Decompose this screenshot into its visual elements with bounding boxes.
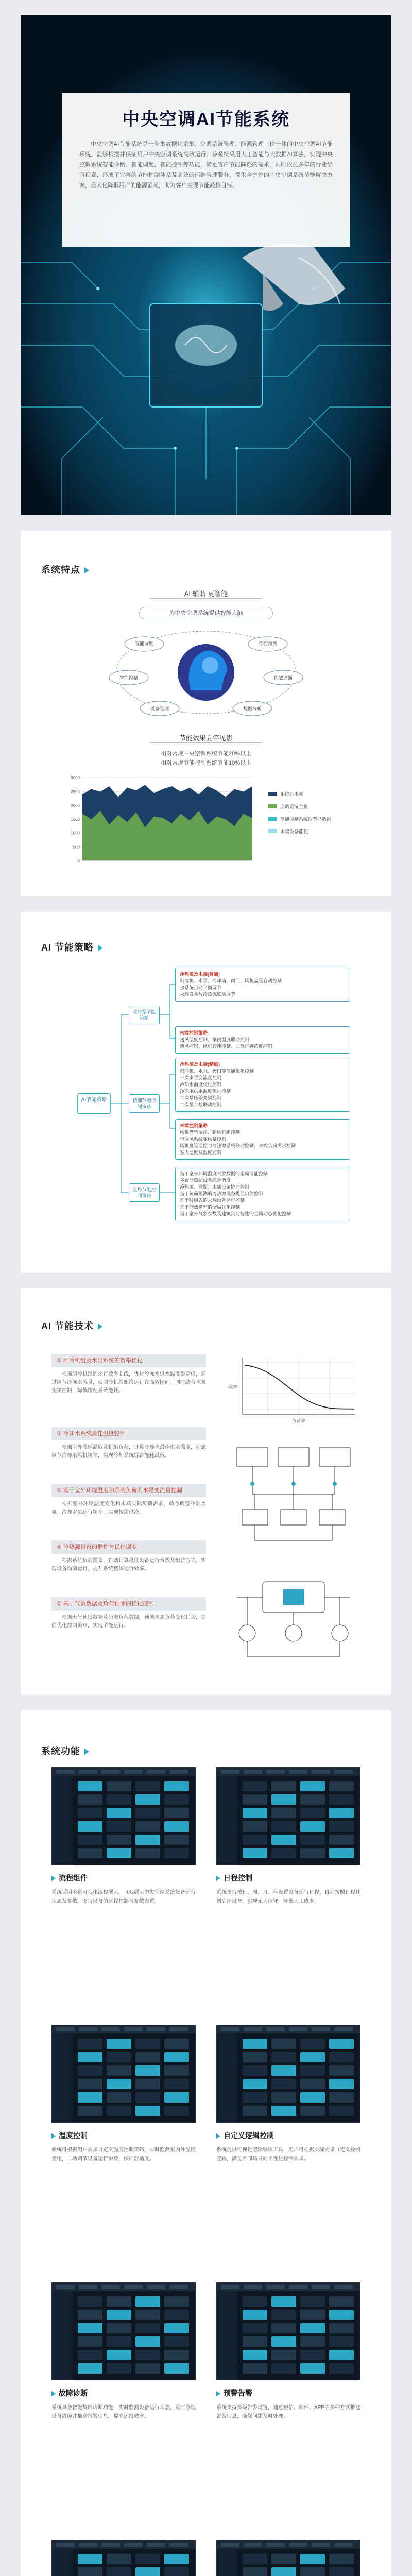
divider <box>149 598 263 599</box>
tech-heading: ⑤ 基于气象数据及负荷预测的优化控制 <box>52 1597 206 1611</box>
ring-label: 能效诊断 <box>273 675 293 681</box>
ring-label: 设备管理 <box>150 706 169 711</box>
ring-label: 数据分析 <box>243 706 262 711</box>
tech-text: 根据制冷机组的运行效率曲线，优化冷冻水供水温度设定值，通过调节冷冻水流量，使制冷机组始终运行在高效区间；同时结合水泵变频控制，降低输配系统能耗。 <box>52 1371 206 1394</box>
function-screenshot <box>52 1767 196 1865</box>
effect-heading: 节能效果立竿见影 <box>179 734 233 742</box>
branch-label: 全局节能控制策略 <box>129 1183 160 1202</box>
page-title: 中央空调AI节能系统 <box>122 110 290 129</box>
system-schematic <box>227 1432 360 1551</box>
ring-label: 智能调度 <box>134 641 153 646</box>
tech-heading: ④ 冷热源设备的群控与优化调度 <box>52 1540 206 1554</box>
functions-section <box>21 1710 391 2576</box>
y-tick-label: 1500 <box>71 817 80 822</box>
features-title: 系统特点 <box>41 563 89 576</box>
function-screenshot <box>216 2282 360 2380</box>
efficiency-curve <box>227 1352 360 1425</box>
triangle-icon <box>98 1324 102 1330</box>
function-label: 自定义逻辑控制 <box>216 2130 274 2141</box>
triangle-icon <box>52 2133 56 2139</box>
branch-label: 精细节能控制策略 <box>129 1094 160 1113</box>
function-screenshot <box>52 2540 196 2576</box>
function-screenshot <box>52 2025 196 2123</box>
triangle-icon <box>84 567 89 573</box>
triangle-icon <box>52 2391 56 2396</box>
function-label: 日程控制 <box>216 1873 252 1883</box>
strategy-block: 冷热源及末端(精细) 制冷机、水泵、阀门等节能优化控制 一次水泵变流量控制 冷却水温度优化控制 冷冻水供水温度优化控制 二次泵压差变频控制 二次泵台数联动控制 <box>175 1058 350 1112</box>
strategy-block: 末端控制策略 送风温度控制、室内温度联动控制 新风控制、风机转速控制、二氧化碳浓度控制 <box>175 1026 350 1054</box>
tech-text: 根据天气预报数据及历史负荷数据，预测未来负荷变化趋势，提前优化控制策略，实现节能运行。 <box>52 1615 206 1629</box>
ai-brain-diagram <box>108 623 304 721</box>
function-label: 温度控制 <box>52 2130 88 2141</box>
triangle-icon <box>216 2391 220 2396</box>
circuit-background <box>21 15 391 515</box>
ring-label: 智能控制 <box>119 675 138 681</box>
triangle-icon <box>84 1749 89 1755</box>
mindmap-root: AI节能策略 <box>77 1093 111 1114</box>
legend-entry: 系统总电耗 <box>268 788 366 801</box>
function-description: 系统提供可视化逻辑编辑工具，用户可根据实际需求自定义控制逻辑，满足不同场景的个性化控制需求。 <box>216 2147 360 2162</box>
y-tick-label: 1000 <box>71 831 80 836</box>
tech-heading: ① 制冷机组及水泵系统的效率优化 <box>52 1354 206 1367</box>
tech-text: 根据系统负荷需求，自动计算最佳设备运行台数及组合方式，实现设备均衡运行，提升系统整体运行效率。 <box>52 1558 206 1572</box>
curve-x-label: 负荷率 <box>291 1418 306 1423</box>
function-label: 预警告警 <box>216 2388 252 2398</box>
triangle-icon <box>216 1876 220 1881</box>
strategy-block: 末端控制策略 风机盘管温控、新风机组控制 空调风系统变风量控制 风机盘管温控与冷热源系统联动控制、末端负荷需求控制 室内温度及湿度控制 <box>175 1119 350 1160</box>
effect-line: 相对常规节能控制系统节能10%以上 <box>160 760 251 766</box>
ai-caption: 为中央空调系统提供智能大脑 <box>139 607 273 619</box>
curve-y-label: 效率 <box>228 1384 238 1389</box>
branch-label: 暖冷型节能策略 <box>129 1006 160 1024</box>
effect-line: 相对常规中央空调系统节能20%以上 <box>160 751 251 757</box>
hero-section <box>21 15 391 515</box>
tech-text: 根据室外环境温度变化和末端实际负荷需求，动态调整冷冻水泵、冷却水泵运行频率，实现按需供冷。 <box>52 1501 206 1515</box>
pump-schematic <box>227 1561 360 1664</box>
function-screenshot <box>216 2025 360 2123</box>
tech-heading: ② 冷却水系统最佳温度控制 <box>52 1427 206 1440</box>
effect-lines <box>134 749 278 768</box>
technology-section <box>21 1288 391 1695</box>
ai-heading: AI 辅助 更智能 <box>184 590 228 598</box>
strategy-title: AI 节能策略 <box>41 940 102 954</box>
function-description: 系统可根据用户需求自定义温度控制策略，实时监测室内外温度变化，自动调节设备运行参数，保证舒适度。 <box>52 2147 196 2162</box>
triangle-icon <box>52 1876 56 1881</box>
y-tick-label: 0 <box>77 858 80 863</box>
functions-title: 系统功能 <box>41 1744 89 1757</box>
function-description: 系统具备智能故障诊断功能，实时监测设备运行状态，及时发现设备故障并推送报警信息，提高运维效率。 <box>52 2405 196 2419</box>
legend-entry: 空调系统主机 <box>268 801 366 813</box>
tech-text: 根据室外湿球温度及机组负荷，计算冷却水最佳供水温度，动态调节冷却塔风机频率，实现冷却系统综合能耗最低。 <box>52 1445 206 1459</box>
hero-panel <box>62 93 350 247</box>
legend-entry: 节能控制系统后节能数据 <box>268 813 366 825</box>
divider <box>149 742 263 743</box>
function-screenshot <box>216 1767 360 1865</box>
function-description: 系统支持按日、周、月、年设置设备运行日程，自动按照日程计划启停设备，实现无人值守，降低人工成本。 <box>216 1890 360 1904</box>
y-tick-label: 2000 <box>71 803 80 808</box>
energy-chart <box>62 773 258 871</box>
hero-description: 中央空调AI节能系统是一套集数据化采集、空调系统管理、能源管理三位一体的中央空调AI节能系统，能够根据并保证用户中央空调系统高效运行。该系统采用人工智能与大数据AI算法，实现中央空调系统智能诊断、智能调度、智能控制等功能，满足客户节能降耗的需求，同时依托多年的行业经验积累，形成了完善的节能控制体系及高效的运维管理服务，提供全方位的中央空调系统节能解决方案，最大化降低用户的能源消耗，助力客户实现节能减排目标。 <box>79 141 333 189</box>
ring-label: 负荷预测 <box>258 641 277 646</box>
chart-legend <box>268 788 366 838</box>
y-tick-label: 2500 <box>71 789 80 794</box>
strategy-block: 冷热源及末端(普通) 制冷机、水泵、冷却塔、阀门、风机盘管自动控制 水系统自动平衡调节 末端设备与冷热源联动调节 <box>175 968 350 1002</box>
features-section <box>21 531 391 896</box>
triangle-icon <box>216 2133 220 2139</box>
technology-title: AI 节能技术 <box>41 1319 102 1332</box>
function-screenshot <box>52 2282 196 2380</box>
strategy-block: 基于室外环境温度气象数据的全局节能控制 多台冷热站设备综合调度 冷热源、输配、末端设备协同控制 基于负荷预测的冷热源设备提前启停控制 基于时间表的末端设备运行控制 基于能效模型的全局优化控制 基于室外气象参数及建筑负荷特性的全局动态优化控制 <box>175 1167 350 1221</box>
function-label: 故障诊断 <box>52 2388 88 2398</box>
y-tick-label: 500 <box>73 844 80 850</box>
tech-heading: ③ 基于室外环境温度和系统负荷的水泵变流量控制 <box>52 1484 206 1497</box>
function-label: 流程组件 <box>52 1873 88 1883</box>
function-screenshot <box>216 2540 360 2576</box>
function-description: 系统支持多级告警设置，通过短信、邮件、APP等多种方式推送告警信息，确保问题及时处理。 <box>216 2405 361 2419</box>
legend-entry: 末端设备能耗 <box>268 825 366 838</box>
strategy-section <box>21 912 391 1273</box>
function-description: 系统采用全新可视化流程展示，直观展示中央空调系统设备运行状态及参数，支持设备的远程控制与参数设置。 <box>52 1890 196 1904</box>
y-tick-label: 3000 <box>71 776 80 781</box>
